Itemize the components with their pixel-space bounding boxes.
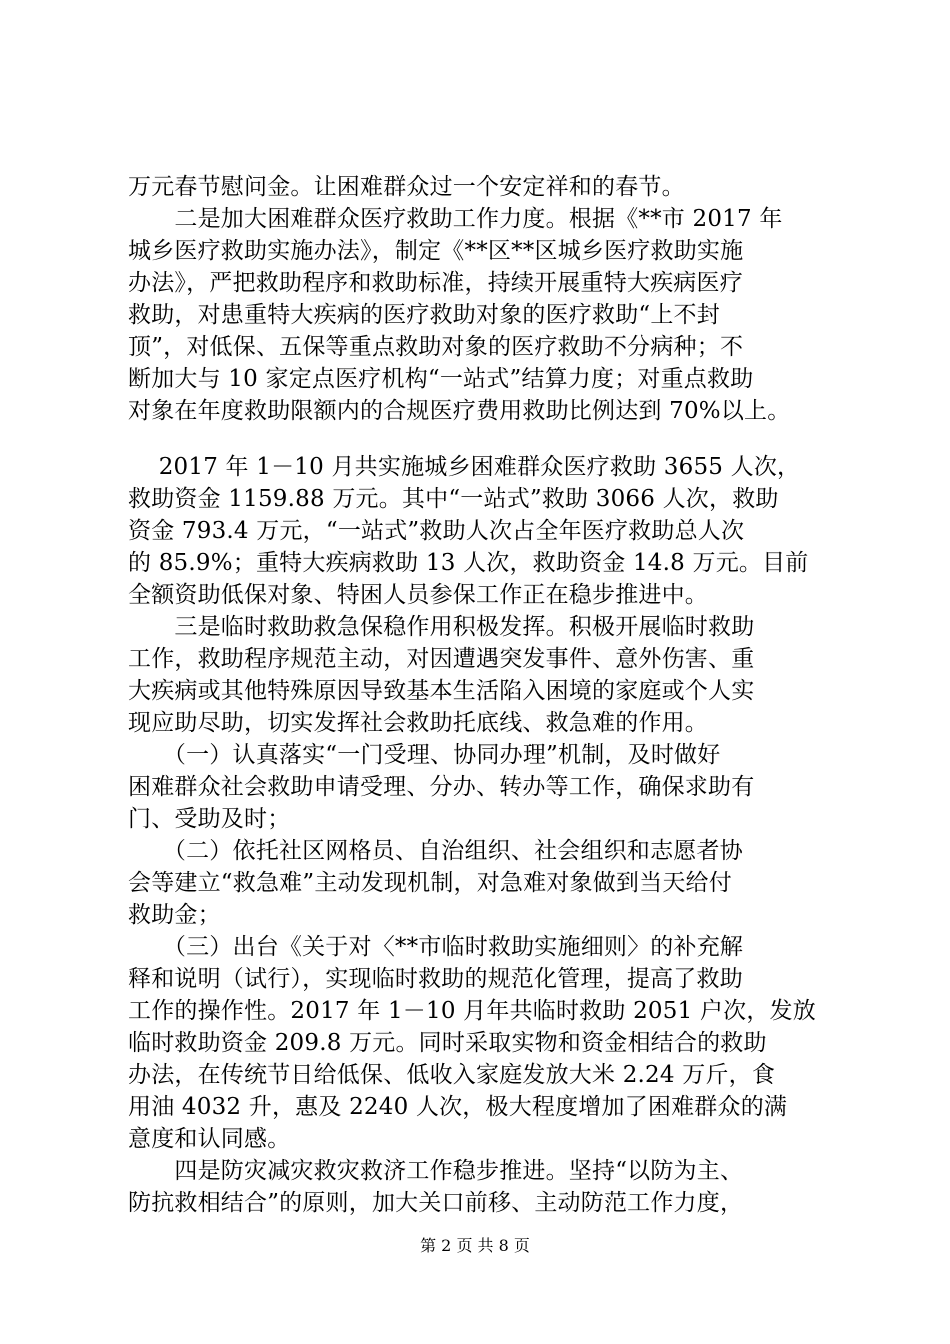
text-line: 办法，在传统节日给低保、低收入家庭发放大米 2.24 万斤，食 xyxy=(128,1062,776,1088)
text-line: 万元春节慰问金。让困难群众过一个安定祥和的春节。 xyxy=(128,174,685,200)
text-line: 救助，对患重特大疾病的医疗救助对象的医疗救助“上不封 xyxy=(128,302,720,328)
text-line: 现应助尽助，切实发挥社会救助托底线、救急难的作用。 xyxy=(128,710,708,736)
text-line: 工作，救助程序规范主动，对因遭遇突发事件、意外伤害、重 xyxy=(128,646,755,672)
text-line: 救助资金 1159.88 万元。其中“一站式”救助 3066 人次，救助 xyxy=(128,486,779,512)
text-line: 会等建立“救急难”主动发现机制，对急难对象做到当天给付 xyxy=(128,870,732,896)
text-line: 办法》，严把救助程序和救助标准，持续开展重特大疾病医疗 xyxy=(128,270,743,296)
text-line: 断加大与 10 家定点医疗机构“一站式”结算力度；对重点救助 xyxy=(128,366,754,392)
text-line: 顶”，对低保、五保等重点救助对象的医疗救助不分病种；不 xyxy=(128,334,744,360)
paragraph-block-1 xyxy=(128,171,840,427)
paragraph-block-2 xyxy=(128,451,840,1219)
text-line: 门、受助及时； xyxy=(128,806,291,832)
text-line: 对象在年度救助限额内的合规医疗费用救助比例达到 70%以上。 xyxy=(128,398,791,424)
text-line: 四是防灾减灾救灾救济工作稳步推进。坚持“以防为主、 xyxy=(128,1158,744,1184)
text-line: 用油 4032 升，惠及 2240 人次，极大程度增加了困难群众的满 xyxy=(128,1094,788,1120)
text-line: 释和说明（试行），实现临时救助的规范化管理，提高了救助 xyxy=(128,966,743,992)
text-line: 临时救助资金 209.8 万元。同时采取实物和资金相结合的救助 xyxy=(128,1030,767,1056)
text-line: （一）认真落实“一门受理、协同办理”机制，及时做好 xyxy=(128,742,721,768)
text-line: 工作的操作性。2017 年 1－10 月年共临时救助 2051 户次，发放 xyxy=(128,998,816,1024)
text-line: 三是临时救助救急保稳作用积极发挥。积极开展临时救助 xyxy=(128,614,755,640)
text-line: 全额资助低保对象、特困人员参保工作正在稳步推进中。 xyxy=(128,582,708,608)
text-line: 二是加大困难群众医疗救助工作力度。根据《**市 2017 年 xyxy=(128,206,783,232)
text-line: （三）出台《关于对〈**市临时救助实施细则〉的补充解 xyxy=(128,934,744,960)
text-line: （二）依托社区网格员、自治组织、社会组织和志愿者协 xyxy=(128,838,743,864)
text-line: 资金 793.4 万元，“一站式”救助人次占全年医疗救助总人次 xyxy=(128,518,745,544)
page-footer: 第 2 页 共 8 页 xyxy=(420,1236,530,1255)
text-line: 大疾病或其他特殊原因导致基本生活陷入困境的家庭或个人实 xyxy=(128,678,755,704)
text-line: 防抗救相结合”的原则，加大关口前移、主动防范工作力度， xyxy=(128,1190,744,1216)
text-line: 意度和认同感。 xyxy=(128,1126,291,1152)
text-line: 城乡医疗救助实施办法》，制定《**区**区城乡医疗救助实施 xyxy=(128,238,744,264)
text-line: 2017 年 1－10 月共实施城乡困难群众医疗救助 3655 人次， xyxy=(128,454,801,480)
text-line: 救助金； xyxy=(128,902,221,928)
text-line: 困难群众社会救助申请受理、分办、转办等工作，确保求助有 xyxy=(128,774,755,800)
text-line: 的 85.9%；重特大疾病救助 13 人次，救助资金 14.8 万元。目前 xyxy=(128,550,809,576)
